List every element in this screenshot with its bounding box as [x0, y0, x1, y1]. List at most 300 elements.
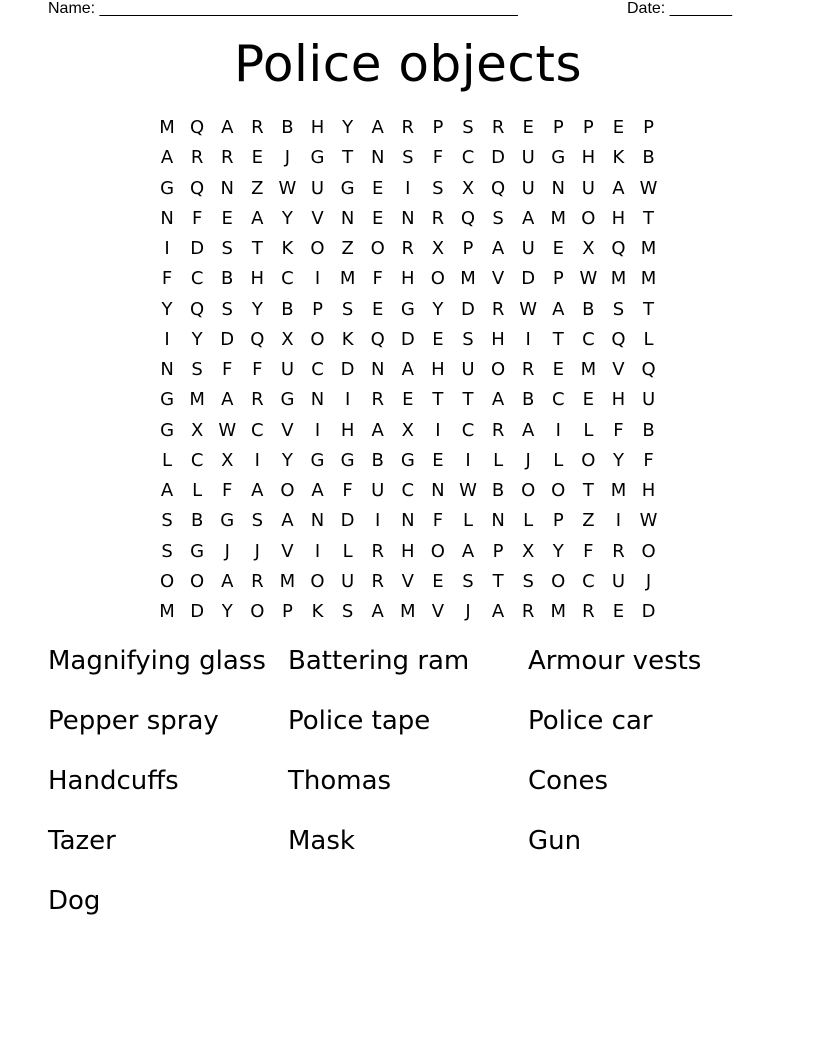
- grid-letter: R: [371, 389, 384, 411]
- grid-letter: L: [192, 480, 203, 502]
- grid-letter: N: [310, 389, 325, 411]
- grid-letter: V: [401, 570, 414, 592]
- grid-letter: V: [431, 601, 445, 623]
- grid-letter: O: [190, 570, 205, 592]
- grid-letter: H: [641, 480, 656, 502]
- grid-letter: J: [284, 147, 291, 169]
- grid-letter: Z: [582, 510, 595, 532]
- grid-row: [152, 537, 664, 567]
- grid-letter: D: [491, 147, 506, 169]
- grid-letter: S: [492, 207, 504, 229]
- grid-letter: F: [613, 419, 624, 441]
- grid-letter: U: [280, 359, 295, 381]
- word-list-item: Police tape: [288, 706, 431, 736]
- grid-letter: Q: [460, 207, 476, 229]
- grid-letter: O: [159, 570, 175, 592]
- word-list-item: Police car: [528, 706, 653, 736]
- grid-letter: F: [432, 147, 444, 169]
- grid-letter: S: [341, 298, 354, 320]
- grid-letter: C: [281, 268, 294, 290]
- grid-letter: D: [521, 268, 536, 290]
- grid-letter: Y: [612, 449, 624, 471]
- grid-letter: G: [340, 177, 355, 199]
- grid-letter: N: [370, 147, 385, 169]
- grid-letter: R: [371, 540, 384, 562]
- grid-letter: T: [462, 389, 474, 411]
- grid-letter: M: [460, 268, 476, 290]
- word-list-item: Handcuffs: [48, 766, 179, 796]
- grid-letter: O: [250, 601, 265, 623]
- grid-letter: F: [342, 480, 353, 502]
- grid-letter: P: [492, 540, 504, 562]
- grid-letter: A: [612, 177, 625, 199]
- grid-letter: X: [522, 540, 535, 562]
- grid-letter: W: [519, 298, 538, 320]
- grid-letter: C: [551, 389, 565, 411]
- grid-letter: I: [164, 328, 170, 350]
- grid-letter: F: [191, 207, 203, 229]
- grid-letter: E: [402, 389, 414, 411]
- grid-letter: M: [189, 389, 205, 411]
- grid-letter: Q: [490, 177, 506, 199]
- grid-letter: L: [162, 449, 173, 471]
- grid-letter: A: [491, 601, 505, 623]
- grid-letter: Q: [641, 359, 656, 381]
- grid-letter: G: [280, 389, 295, 411]
- grid-letter: R: [251, 389, 264, 411]
- grid-letter: R: [491, 298, 505, 320]
- grid-letter: A: [371, 419, 384, 441]
- grid-letter: W: [218, 419, 237, 441]
- grid-letter: T: [492, 570, 504, 592]
- grid-letter: V: [311, 207, 324, 229]
- grid-row: [152, 385, 664, 415]
- grid-letter: J: [645, 570, 652, 592]
- grid-letter: P: [552, 268, 564, 290]
- grid-row: [152, 234, 664, 264]
- grid-letter: U: [521, 177, 535, 199]
- grid-letter: A: [160, 480, 174, 502]
- grid-letter: M: [550, 207, 567, 229]
- grid-letter: G: [551, 147, 566, 169]
- grid-letter: A: [160, 147, 174, 169]
- grid-letter: M: [400, 601, 416, 623]
- grid-letter: A: [371, 117, 384, 139]
- grid-letter: T: [432, 389, 444, 411]
- grid-letter: F: [372, 268, 383, 290]
- grid-letter: M: [640, 238, 657, 260]
- word-list: [48, 640, 768, 940]
- grid-letter: L: [523, 510, 534, 532]
- grid-letter: H: [250, 268, 265, 290]
- grid-letter: I: [314, 540, 321, 562]
- grid-row: [152, 567, 664, 597]
- grid-letter: S: [251, 510, 264, 532]
- word-list-item: Tazer: [48, 826, 116, 856]
- grid-letter: F: [222, 359, 233, 381]
- grid-letter: H: [401, 540, 415, 562]
- grid-letter: U: [371, 480, 385, 502]
- grid-letter: U: [641, 389, 656, 411]
- grid-letter: F: [643, 449, 654, 471]
- grid-letter: Q: [190, 117, 205, 139]
- grid-letter: W: [459, 480, 477, 502]
- grid-letter: K: [281, 238, 294, 260]
- grid-letter: M: [610, 268, 627, 290]
- grid-row: [152, 113, 664, 143]
- grid-letter: A: [491, 238, 505, 260]
- grid-letter: B: [221, 268, 234, 290]
- grid-letter: F: [222, 480, 233, 502]
- grid-letter: M: [159, 117, 175, 139]
- word-list-item: Armour vests: [528, 646, 702, 676]
- grid-letter: S: [402, 147, 414, 169]
- grid-letter: T: [342, 147, 354, 169]
- grid-letter: D: [220, 328, 235, 350]
- grid-letter: Y: [281, 207, 293, 229]
- grid-letter: N: [551, 177, 565, 199]
- grid-letter: A: [491, 389, 505, 411]
- grid-row: [152, 325, 664, 355]
- grid-row: [152, 597, 664, 627]
- grid-letter: T: [643, 207, 655, 229]
- grid-letter: Q: [611, 328, 626, 350]
- grid-letter: S: [221, 238, 233, 260]
- grid-letter: A: [311, 480, 324, 502]
- grid-letter: D: [340, 359, 355, 381]
- grid-row: [152, 355, 664, 385]
- grid-letter: D: [190, 238, 205, 260]
- grid-letter: G: [160, 419, 175, 441]
- grid-row: [152, 174, 664, 204]
- grid-letter: H: [340, 419, 355, 441]
- grid-letter: I: [314, 419, 321, 441]
- grid-letter: R: [371, 570, 384, 592]
- grid-letter: M: [580, 359, 597, 381]
- grid-letter: R: [251, 570, 264, 592]
- grid-letter: B: [371, 449, 384, 471]
- grid-letter: X: [582, 238, 595, 260]
- grid-letter: Q: [611, 238, 626, 260]
- grid-letter: S: [161, 540, 173, 562]
- grid-letter: E: [251, 147, 264, 169]
- grid-letter: K: [341, 328, 354, 350]
- grid-letter: I: [405, 177, 411, 199]
- grid-letter: M: [640, 268, 657, 290]
- grid-letter: S: [462, 117, 474, 139]
- grid-letter: Y: [552, 540, 564, 562]
- grid-letter: U: [521, 147, 535, 169]
- grid-row: [152, 264, 664, 294]
- grid-letter: A: [371, 601, 384, 623]
- grid-letter: H: [581, 147, 596, 169]
- grid-letter: E: [372, 177, 384, 199]
- grid-letter: R: [401, 238, 415, 260]
- grid-letter: R: [491, 117, 505, 139]
- grid-letter: R: [401, 117, 415, 139]
- grid-letter: A: [221, 570, 234, 592]
- grid-letter: N: [310, 510, 325, 532]
- grid-letter: E: [432, 328, 444, 350]
- grid-letter: S: [612, 298, 625, 320]
- grid-letter: C: [251, 419, 264, 441]
- grid-letter: E: [552, 238, 564, 260]
- grid-letter: V: [491, 268, 505, 290]
- grid-letter: E: [552, 359, 564, 381]
- grid-letter: E: [432, 449, 444, 471]
- grid-letter: F: [583, 540, 594, 562]
- word-list-item: Gun: [528, 826, 582, 856]
- grid-letter: C: [461, 147, 475, 169]
- grid-letter: O: [490, 359, 506, 381]
- grid-letter: H: [491, 328, 505, 350]
- grid-letter: I: [615, 510, 622, 532]
- grid-letter: H: [431, 359, 445, 381]
- grid-letter: C: [461, 419, 475, 441]
- grid-letter: H: [611, 207, 626, 229]
- grid-letter: L: [553, 449, 564, 471]
- grid-letter: E: [612, 601, 625, 623]
- grid-letter: O: [430, 268, 445, 290]
- grid-letter: W: [579, 268, 598, 290]
- grid-letter: W: [639, 177, 658, 199]
- grid-letter: I: [344, 389, 351, 411]
- grid-letter: U: [341, 570, 355, 592]
- grid-letter: I: [525, 328, 531, 350]
- grid-letter: G: [310, 449, 325, 471]
- name-field: Name: _______________________________________________: [48, 0, 518, 17]
- grid-letter: Y: [251, 298, 263, 320]
- grid-letter: I: [465, 449, 471, 471]
- grid-letter: Y: [432, 298, 444, 320]
- grid-letter: D: [340, 510, 355, 532]
- grid-letter: A: [552, 298, 565, 320]
- grid-letter: G: [310, 147, 325, 169]
- grid-letter: O: [641, 540, 656, 562]
- grid-letter: E: [372, 207, 384, 229]
- grid-letter: T: [251, 238, 263, 260]
- page-title: Police objects: [233, 35, 582, 93]
- grid-letter: O: [430, 540, 445, 562]
- word-list-item: Battering ram: [288, 646, 470, 676]
- grid-letter: D: [400, 328, 415, 350]
- grid-letter: R: [251, 117, 264, 139]
- grid-letter: Q: [370, 328, 385, 350]
- grid-letter: J: [465, 601, 471, 623]
- grid-letter: N: [401, 510, 415, 532]
- grid-letter: G: [400, 298, 415, 320]
- letter-grid: [152, 113, 664, 627]
- grid-letter: T: [582, 480, 594, 502]
- grid-letter: W: [278, 177, 297, 199]
- grid-letter: X: [281, 328, 294, 350]
- grid-letter: Y: [281, 449, 293, 471]
- grid-letter: C: [582, 328, 595, 350]
- grid-letter: Y: [161, 298, 173, 320]
- grid-letter: Z: [341, 238, 354, 260]
- grid-letter: U: [521, 238, 535, 260]
- grid-letter: I: [555, 419, 561, 441]
- grid-letter: P: [643, 117, 654, 139]
- grid-letter: Q: [250, 328, 265, 350]
- grid-letter: R: [190, 147, 204, 169]
- grid-letter: C: [190, 268, 204, 290]
- grid-letter: F: [161, 268, 173, 290]
- grid-letter: R: [521, 359, 535, 381]
- grid-letter: E: [432, 570, 444, 592]
- grid-letter: S: [161, 510, 173, 532]
- grid-letter: A: [401, 359, 414, 381]
- grid-letter: O: [310, 328, 325, 350]
- grid-letter: F: [432, 510, 444, 532]
- grid-letter: B: [190, 510, 204, 532]
- grid-letter: E: [522, 117, 534, 139]
- grid-letter: P: [582, 117, 594, 139]
- grid-letter: M: [339, 268, 356, 290]
- grid-letter: H: [310, 117, 325, 139]
- grid-letter: S: [341, 601, 354, 623]
- grid-letter: N: [220, 177, 234, 199]
- grid-letter: B: [642, 419, 655, 441]
- grid-letter: O: [581, 207, 596, 229]
- grid-letter: M: [610, 480, 627, 502]
- grid-letter: O: [280, 480, 295, 502]
- grid-letter: B: [491, 480, 505, 502]
- grid-letter: N: [401, 207, 415, 229]
- grid-letter: Q: [190, 177, 205, 199]
- word-list-item: Thomas: [288, 766, 392, 796]
- grid-letter: V: [281, 540, 294, 562]
- grid-letter: B: [582, 298, 595, 320]
- date-field: Date: _______: [627, 0, 732, 17]
- grid-letter: E: [612, 117, 625, 139]
- grid-letter: U: [461, 359, 475, 381]
- grid-letter: N: [370, 359, 385, 381]
- grid-letter: M: [159, 601, 175, 623]
- grid-letter: S: [221, 298, 233, 320]
- grid-letter: U: [581, 177, 595, 199]
- grid-letter: A: [522, 207, 535, 229]
- grid-letter: G: [160, 389, 175, 411]
- grid-letter: T: [552, 328, 564, 350]
- grid-row: [152, 506, 664, 536]
- grid-letter: L: [462, 510, 473, 532]
- grid-letter: S: [522, 570, 534, 592]
- grid-letter: S: [432, 177, 444, 199]
- grid-letter: R: [521, 601, 535, 623]
- grid-letter: R: [491, 419, 505, 441]
- grid-letter: G: [220, 510, 235, 532]
- grid-letter: K: [612, 147, 625, 169]
- grid-row: [152, 204, 664, 234]
- grid-letter: R: [220, 147, 234, 169]
- grid-letter: Y: [342, 117, 354, 139]
- grid-letter: P: [312, 298, 323, 320]
- grid-letter: B: [281, 117, 294, 139]
- grid-letter: L: [643, 328, 654, 350]
- grid-letter: S: [462, 570, 474, 592]
- grid-letter: X: [431, 238, 445, 260]
- grid-letter: C: [311, 359, 324, 381]
- grid-letter: I: [164, 238, 170, 260]
- grid-letter: Q: [190, 298, 205, 320]
- grid-row: [152, 476, 664, 506]
- grid-letter: N: [431, 480, 445, 502]
- word-list-item: Dog: [48, 886, 101, 916]
- grid-letter: L: [583, 419, 594, 441]
- grid-letter: N: [160, 359, 174, 381]
- grid-letter: P: [552, 117, 564, 139]
- grid-letter: D: [641, 601, 656, 623]
- grid-letter: B: [521, 389, 535, 411]
- word-list-item: Pepper spray: [48, 706, 219, 736]
- grid-letter: Y: [191, 328, 203, 350]
- grid-letter: V: [612, 359, 625, 381]
- grid-letter: K: [311, 601, 324, 623]
- grid-letter: L: [493, 449, 504, 471]
- grid-letter: N: [160, 207, 174, 229]
- grid-letter: O: [581, 449, 596, 471]
- grid-letter: A: [251, 207, 264, 229]
- grid-row: [152, 295, 664, 325]
- grid-letter: A: [221, 117, 234, 139]
- grid-letter: E: [221, 207, 233, 229]
- grid-letter: G: [190, 540, 205, 562]
- grid-letter: I: [435, 419, 441, 441]
- grid-letter: R: [582, 601, 595, 623]
- word-list-item: Magnifying glass: [48, 646, 266, 676]
- grid-letter: N: [491, 510, 505, 532]
- grid-letter: M: [550, 601, 567, 623]
- grid-letter: A: [221, 389, 234, 411]
- grid-letter: O: [310, 570, 325, 592]
- grid-letter: O: [310, 238, 325, 260]
- grid-letter: G: [400, 449, 415, 471]
- grid-letter: D: [461, 298, 475, 320]
- grid-letter: U: [310, 177, 325, 199]
- grid-letter: Z: [251, 177, 264, 199]
- grid-letter: C: [401, 480, 415, 502]
- grid-letter: F: [252, 359, 263, 381]
- grid-letter: P: [432, 117, 444, 139]
- grid-letter: W: [639, 510, 658, 532]
- grid-letter: X: [401, 419, 414, 441]
- grid-letter: S: [191, 359, 203, 381]
- grid-letter: I: [314, 268, 321, 290]
- grid-letter: C: [582, 570, 595, 592]
- grid-letter: P: [462, 238, 474, 260]
- grid-letter: A: [522, 419, 535, 441]
- grid-letter: A: [281, 510, 294, 532]
- grid-letter: Y: [221, 601, 233, 623]
- grid-letter: O: [551, 480, 566, 502]
- grid-letter: O: [370, 238, 385, 260]
- grid-letter: D: [190, 601, 205, 623]
- grid-letter: X: [461, 177, 475, 199]
- grid-letter: T: [643, 298, 655, 320]
- grid-letter: J: [224, 540, 230, 562]
- grid-letter: L: [342, 540, 353, 562]
- grid-letter: V: [281, 419, 294, 441]
- grid-letter: A: [251, 480, 264, 502]
- grid-letter: M: [279, 570, 296, 592]
- grid-row: [152, 143, 664, 173]
- grid-letter: I: [254, 449, 260, 471]
- grid-letter: B: [281, 298, 294, 320]
- grid-letter: C: [190, 449, 204, 471]
- grid-letter: U: [611, 570, 626, 592]
- grid-letter: N: [340, 207, 355, 229]
